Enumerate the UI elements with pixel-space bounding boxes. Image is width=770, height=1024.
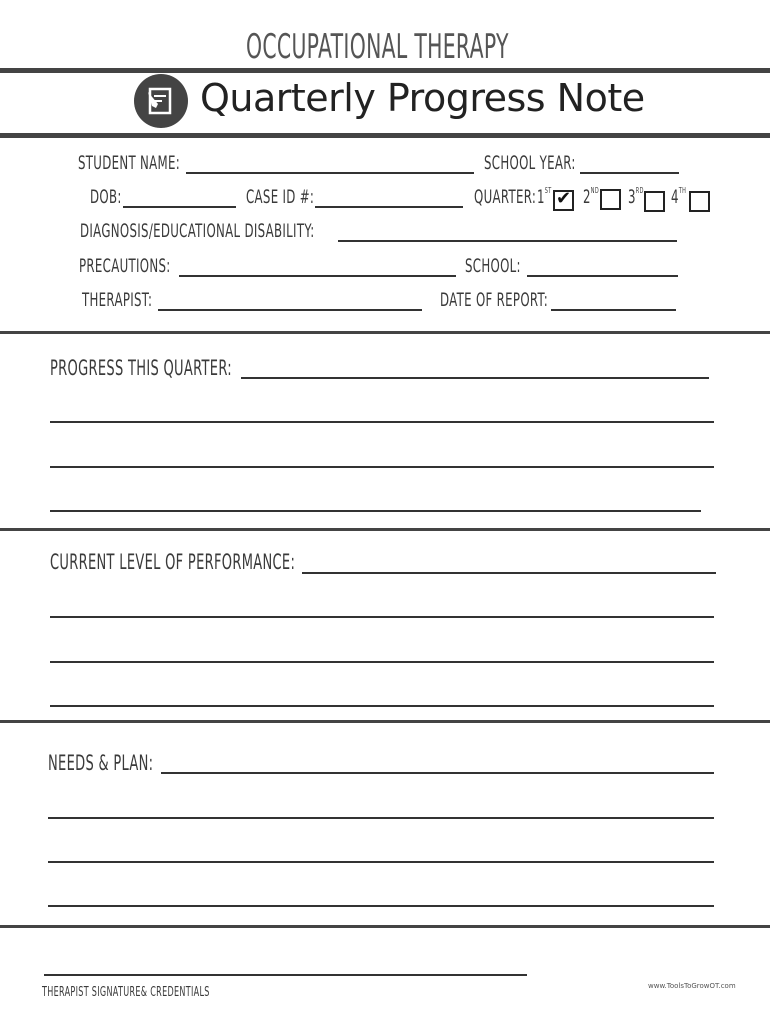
case-id-field[interactable] bbox=[315, 206, 463, 208]
school-year-label: SCHOOL YEAR: bbox=[484, 152, 576, 174]
date-of-report-field[interactable] bbox=[551, 309, 676, 311]
department-title: OCCUPATIONAL THERAPY bbox=[246, 27, 509, 67]
section-divider bbox=[0, 331, 770, 334]
quarter-3-checkbox[interactable] bbox=[644, 191, 665, 212]
performance-field-line[interactable] bbox=[50, 705, 714, 707]
quarter-2-checkbox[interactable] bbox=[600, 189, 621, 210]
student-name-field[interactable] bbox=[186, 172, 474, 174]
date-of-report-label: DATE OF REPORT: bbox=[440, 289, 549, 311]
checkmark-icon: ✔ bbox=[556, 188, 572, 209]
therapist-field[interactable] bbox=[158, 309, 422, 311]
precautions-field[interactable] bbox=[179, 275, 456, 277]
quarter-1-label: 1ST bbox=[537, 186, 552, 208]
therapist-label: THERAPIST: bbox=[82, 289, 153, 311]
page-title: Quarterly Progress Note bbox=[200, 76, 645, 120]
precautions-label: PRECAUTIONS: bbox=[79, 255, 171, 277]
section-divider bbox=[0, 528, 770, 531]
quarter-2-label: 2ND bbox=[583, 186, 599, 208]
website-credit: www.ToolsToGrowOT.com bbox=[648, 982, 736, 990]
progress-field-line[interactable] bbox=[50, 466, 714, 468]
quarter-label: QUARTER: bbox=[474, 186, 537, 208]
performance-label: CURRENT LEVEL OF PERFORMANCE: bbox=[50, 550, 296, 574]
section-divider bbox=[0, 720, 770, 723]
performance-field-line[interactable] bbox=[50, 661, 714, 663]
needs-plan-label: NEEDS & PLAN: bbox=[48, 751, 154, 775]
quarter-3-label: 3RD bbox=[628, 186, 644, 208]
school-field[interactable] bbox=[527, 275, 678, 277]
school-year-field[interactable] bbox=[580, 172, 679, 174]
signature-label: THERAPIST SIGNATURE& CREDENTIALS bbox=[42, 985, 210, 1000]
case-id-label: CASE ID #: bbox=[246, 186, 315, 208]
signature-field[interactable] bbox=[44, 974, 527, 976]
needs-plan-field-line[interactable] bbox=[161, 772, 714, 774]
school-label: SCHOOL: bbox=[465, 255, 521, 277]
needs-plan-field-line[interactable] bbox=[48, 817, 714, 819]
performance-field-line[interactable] bbox=[50, 616, 714, 618]
edit-document-icon bbox=[134, 74, 188, 128]
progress-field-line[interactable] bbox=[50, 510, 701, 512]
progress-field-line[interactable] bbox=[241, 377, 709, 379]
diagnosis-field[interactable] bbox=[338, 240, 677, 242]
header-top-rule bbox=[0, 68, 770, 73]
quarter-4-label: 4TH bbox=[671, 186, 687, 208]
header-bottom-rule bbox=[0, 133, 770, 138]
needs-plan-field-line[interactable] bbox=[48, 861, 714, 863]
diagnosis-label: DIAGNOSIS/EDUCATIONAL DISABILITY: bbox=[80, 220, 315, 242]
dob-label: DOB: bbox=[90, 186, 122, 208]
progress-field-line[interactable] bbox=[50, 421, 714, 423]
quarter-4-checkbox[interactable] bbox=[689, 191, 710, 212]
progress-label: PROGRESS THIS QUARTER: bbox=[50, 356, 232, 380]
section-divider bbox=[0, 925, 770, 928]
needs-plan-field-line[interactable] bbox=[48, 905, 714, 907]
performance-field-line[interactable] bbox=[302, 572, 716, 574]
student-name-label: STUDENT NAME: bbox=[78, 152, 181, 174]
quarter-1-checkbox[interactable] bbox=[553, 190, 574, 211]
dob-field[interactable] bbox=[123, 206, 236, 208]
